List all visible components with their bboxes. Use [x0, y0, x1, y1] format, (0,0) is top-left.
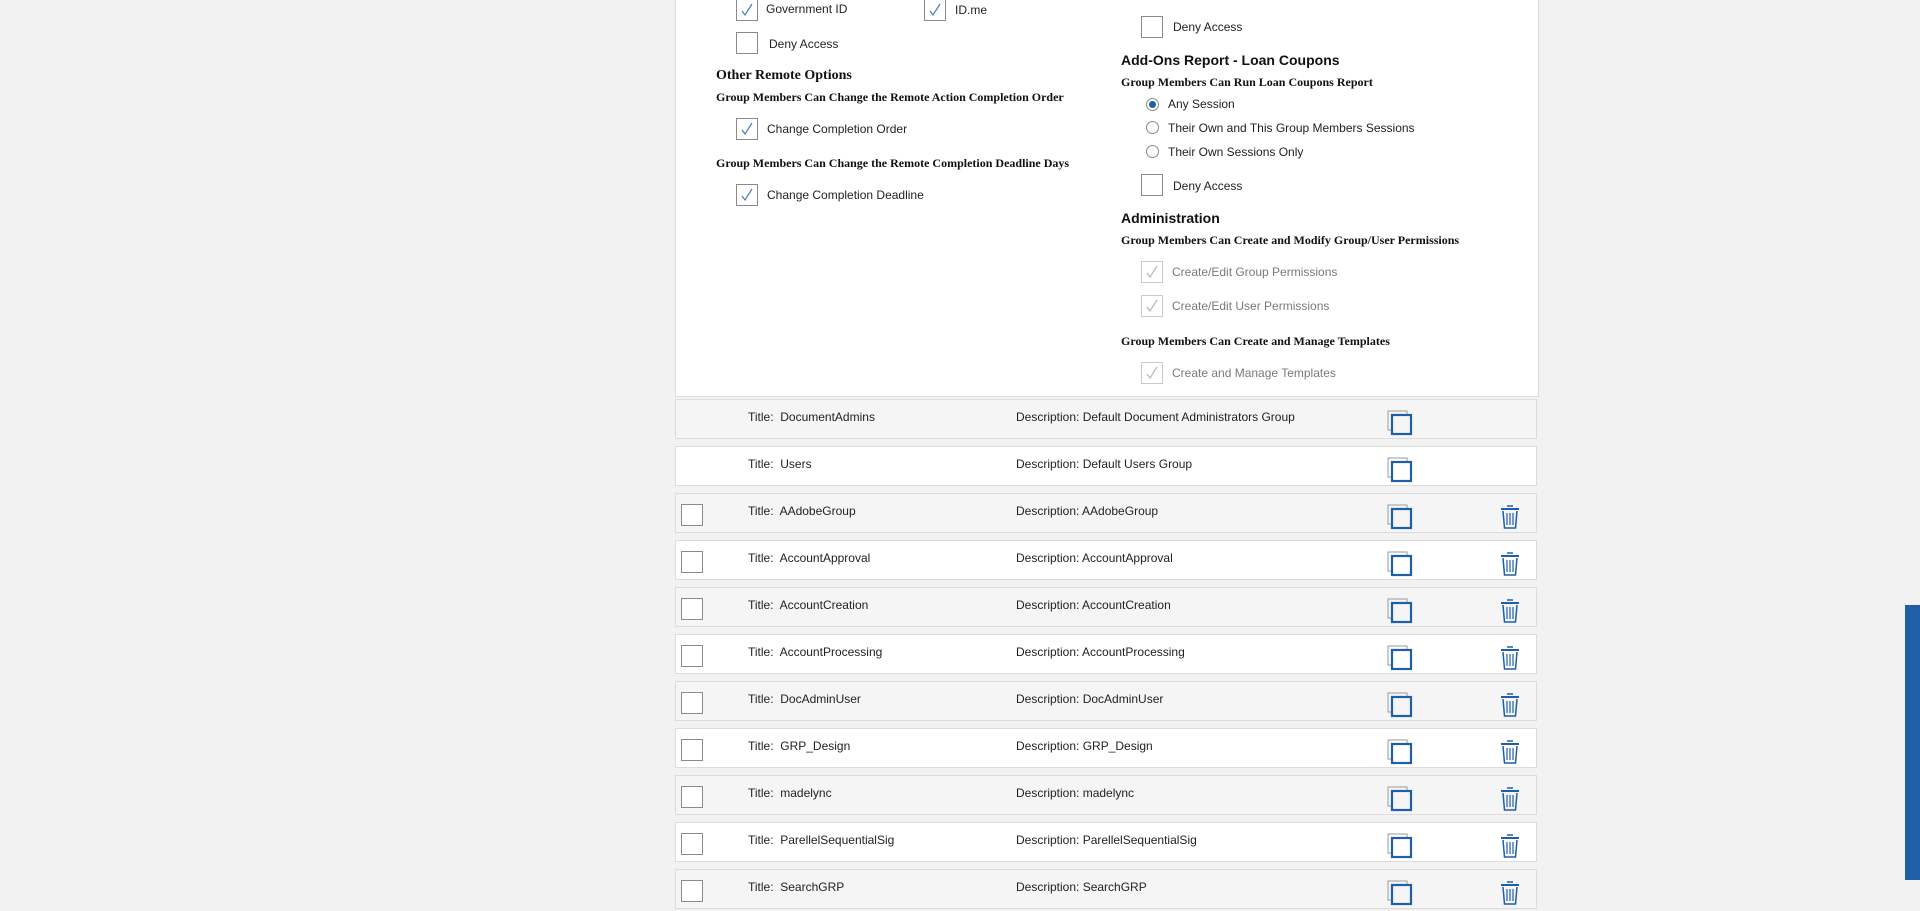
row-title-value: AccountCreation: [779, 598, 869, 612]
copy-icon[interactable]: [1387, 504, 1413, 530]
checkmark-icon: [1145, 365, 1159, 381]
row-title-value: DocumentAdmins: [780, 410, 875, 424]
trash-icon[interactable]: [1499, 880, 1521, 906]
templates-subheading: Group Members Can Create and Manage Templates: [1121, 334, 1390, 348]
permissions-subheading: Group Members Can Create and Modify Group/User Permissions: [1121, 233, 1460, 247]
row-select-checkbox[interactable]: [681, 739, 703, 761]
table-row[interactable]: [675, 869, 1537, 909]
copy-icon[interactable]: [1387, 598, 1413, 624]
copy-icon[interactable]: [1387, 410, 1413, 436]
copy-icon[interactable]: [1387, 833, 1413, 859]
row-description-value: Default Document Administrators Group: [1082, 410, 1295, 424]
deny-access-checkbox[interactable]: [736, 32, 758, 54]
row-title: Title: madelync: [748, 786, 832, 800]
loan-coupons-subheading: Group Members Can Run Loan Coupons Report: [1121, 75, 1373, 89]
manage-templates-checkbox[interactable]: [1141, 362, 1163, 384]
idme-checkbox[interactable]: [924, 0, 946, 21]
administration-heading: Administration: [1121, 210, 1220, 226]
government-id-checkbox[interactable]: [736, 0, 758, 21]
copy-icon[interactable]: [1387, 645, 1413, 671]
deadline-subheading: Group Members Can Change the Remote Completion Deadline Days: [716, 156, 1070, 170]
radio-any-session-label: Any Session: [1168, 97, 1235, 111]
checkmark-icon: [740, 187, 754, 203]
row-select-checkbox[interactable]: [681, 645, 703, 667]
row-title: Title: DocAdminUser: [748, 692, 861, 706]
row-description: Description: ParellelSequentialSig: [1016, 833, 1197, 847]
loan-coupons-deny-access-label: Deny Access: [1173, 179, 1243, 193]
scrollbar-thumb[interactable]: [1905, 605, 1920, 880]
row-title-value: ParellelSequentialSig: [780, 833, 895, 847]
change-completion-order-label: Change Completion Order: [767, 122, 908, 136]
copy-icon[interactable]: [1387, 880, 1413, 906]
row-title-value: Users: [780, 457, 812, 471]
row-description-value: AccountApproval: [1082, 551, 1173, 565]
checkmark-icon: [740, 2, 754, 18]
trash-icon[interactable]: [1499, 551, 1521, 577]
trash-icon[interactable]: [1499, 598, 1521, 624]
row-description-value: AccountCreation: [1082, 598, 1171, 612]
radio-own-and-group-sessions[interactable]: [1146, 121, 1159, 134]
row-description-value: AAdobeGroup: [1082, 504, 1159, 518]
radio-own-sessions-only-label: Their Own Sessions Only: [1168, 145, 1304, 159]
checkmark-icon: [740, 121, 754, 137]
row-description: Description: AAdobeGroup: [1016, 504, 1159, 518]
right-deny-access-label: Deny Access: [1173, 20, 1243, 34]
row-select-checkbox[interactable]: [681, 504, 703, 526]
row-description: Description: Default Users Group: [1016, 457, 1193, 471]
loan-coupons-deny-access-checkbox[interactable]: [1141, 174, 1163, 196]
row-title: Title: Users: [748, 457, 812, 471]
row-title: Title: ParellelSequentialSig: [748, 833, 895, 847]
row-description: Description: AccountProcessing: [1016, 645, 1185, 659]
row-description-value: GRP_Design: [1082, 739, 1153, 753]
trash-icon[interactable]: [1499, 739, 1521, 765]
deny-access-label: Deny Access: [769, 37, 839, 51]
radio-own-sessions-only[interactable]: [1146, 145, 1159, 158]
table-row[interactable]: [675, 775, 1537, 815]
row-title-value: AccountApproval: [779, 551, 871, 565]
copy-icon[interactable]: [1387, 739, 1413, 765]
government-id-label: Government ID: [766, 2, 848, 16]
change-completion-deadline-label: Change Completion Deadline: [767, 188, 924, 202]
row-title-value: AAdobeGroup: [779, 504, 856, 518]
row-description: Description: SearchGRP: [1016, 880, 1147, 894]
checkmark-icon: [1145, 298, 1159, 314]
row-description-value: DocAdminUser: [1082, 692, 1164, 706]
row-title: Title: GRP_Design: [748, 739, 851, 753]
row-description-value: AccountProcessing: [1082, 645, 1185, 659]
row-description: Description: madelync: [1016, 786, 1135, 800]
table-row[interactable]: [675, 493, 1537, 533]
copy-icon[interactable]: [1387, 457, 1413, 483]
change-completion-order-checkbox[interactable]: [736, 118, 758, 140]
row-title: Title: AAdobeGroup: [748, 504, 856, 518]
copy-icon[interactable]: [1387, 692, 1413, 718]
trash-icon[interactable]: [1499, 504, 1521, 530]
row-select-checkbox[interactable]: [681, 880, 703, 902]
table-row[interactable]: [675, 540, 1537, 580]
row-description: Description: DocAdminUser: [1016, 692, 1164, 706]
row-title-value: madelync: [780, 786, 832, 800]
radio-any-session[interactable]: [1146, 98, 1159, 111]
other-remote-options-heading: Other Remote Options: [716, 68, 852, 83]
table-row[interactable]: [675, 399, 1537, 439]
radio-own-and-group-sessions-label: Their Own and This Group Members Sessions: [1168, 121, 1415, 135]
trash-icon[interactable]: [1499, 786, 1521, 812]
completion-order-subheading: Group Members Can Change the Remote Action Completion Order: [716, 90, 1064, 104]
row-title: Title: AccountApproval: [748, 551, 871, 565]
permissions-panel: [675, 0, 1539, 397]
row-select-checkbox[interactable]: [681, 786, 703, 808]
row-title: Title: SearchGRP: [748, 880, 845, 894]
row-select-checkbox[interactable]: [681, 692, 703, 714]
change-completion-deadline-checkbox[interactable]: [736, 184, 758, 206]
table-row[interactable]: [675, 822, 1537, 862]
row-select-checkbox[interactable]: [681, 833, 703, 855]
idme-label: ID.me: [955, 3, 988, 17]
row-title-value: SearchGRP: [780, 880, 845, 894]
right-deny-access-checkbox[interactable]: [1141, 16, 1163, 38]
table-row[interactable]: [675, 728, 1537, 768]
row-title: Title: AccountCreation: [748, 598, 869, 612]
checkmark-icon: [928, 2, 942, 18]
group-permissions-label: Create/Edit Group Permissions: [1172, 265, 1338, 279]
row-select-checkbox[interactable]: [681, 598, 703, 620]
row-title: Title: AccountProcessing: [748, 645, 883, 659]
row-title-value: AccountProcessing: [779, 645, 883, 659]
row-description: Description: Default Document Administrators Group: [1016, 410, 1295, 424]
user-permissions-checkbox[interactable]: [1141, 295, 1163, 317]
row-description: Description: AccountApproval: [1016, 551, 1173, 565]
row-description: Description: AccountCreation: [1016, 598, 1171, 612]
row-description: Description: GRP_Design: [1016, 739, 1153, 753]
copy-icon[interactable]: [1387, 786, 1413, 812]
row-title-value: GRP_Design: [780, 739, 851, 753]
table-row[interactable]: [675, 446, 1537, 486]
table-row[interactable]: [675, 681, 1537, 721]
row-title-value: DocAdminUser: [780, 692, 861, 706]
trash-icon[interactable]: [1499, 692, 1521, 718]
group-permissions-checkbox[interactable]: [1141, 261, 1163, 283]
row-description-value: SearchGRP: [1082, 880, 1147, 894]
manage-templates-label: Create and Manage Templates: [1172, 366, 1336, 380]
checkmark-icon: [1145, 264, 1159, 280]
trash-icon[interactable]: [1499, 833, 1521, 859]
row-description-value: madelync: [1082, 786, 1135, 800]
table-row[interactable]: [675, 587, 1537, 627]
table-row[interactable]: [675, 634, 1537, 674]
row-description-value: Default Users Group: [1082, 457, 1193, 471]
row-description-value: ParellelSequentialSig: [1082, 833, 1197, 847]
row-select-checkbox[interactable]: [681, 551, 703, 573]
row-title: Title: DocumentAdmins: [748, 410, 875, 424]
loan-coupons-heading: Add-Ons Report - Loan Coupons: [1121, 52, 1340, 68]
trash-icon[interactable]: [1499, 645, 1521, 671]
copy-icon[interactable]: [1387, 551, 1413, 577]
user-permissions-label: Create/Edit User Permissions: [1172, 299, 1330, 313]
